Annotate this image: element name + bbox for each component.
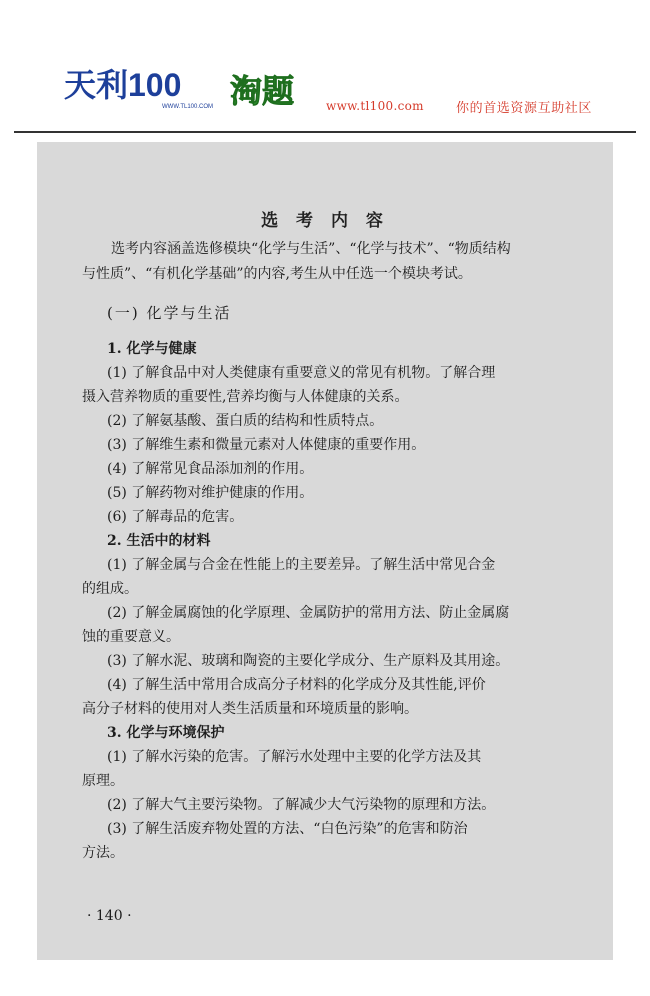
- topic-2-heading: 2. 生活中的材料: [107, 533, 211, 549]
- section-heading: (一) 化学与生活: [107, 304, 232, 322]
- topic-3-line-1: (1) 了解水污染的危害。了解污水处理中主要的化学方法及其: [107, 749, 482, 765]
- topic-1-line-4: (3) 了解维生素和微量元素对人体健康的重要作用。: [107, 437, 426, 453]
- intro-line-1: 选考内容涵盖选修模块“化学与生活”、“化学与技术”、“物质结构: [111, 241, 511, 257]
- topic-3-line-2: 原理。: [82, 773, 124, 789]
- site-header: [0, 0, 650, 134]
- topic-1-line-5: (4) 了解常见食品添加剂的作用。: [107, 461, 314, 477]
- logo-small-url: WWW.TL100.COM: [162, 104, 214, 110]
- header-divider: [14, 131, 636, 133]
- scanned-page: [37, 142, 613, 960]
- page-number: · 140 ·: [87, 908, 132, 924]
- topic-1-line-7: (6) 了解毒品的危害。: [107, 509, 244, 525]
- topic-2-line-2: 的组成。: [82, 581, 138, 597]
- logo-brand: 天利100: [64, 67, 182, 103]
- site-logo[interactable]: [64, 62, 314, 114]
- topic-1-line-1: (1) 了解食品中对人类健康有重要意义的常见有机物。了解合理: [107, 365, 496, 381]
- topic-1-line-6: (5) 了解药物对维护健康的作用。: [107, 485, 314, 501]
- page-title: 选 考 内 容: [261, 211, 389, 231]
- topic-3-line-3: (2) 了解大气主要污染物。了解减少大气污染物的原理和方法。: [107, 797, 496, 813]
- topic-3-heading: 3. 化学与环境保护: [107, 725, 225, 741]
- topic-2-line-7: 高分子材料的使用对人类生活质量和环境质量的影响。: [82, 701, 418, 717]
- topic-2-line-3: (2) 了解金属腐蚀的化学原理、金属防护的常用方法、防止金属腐: [107, 605, 510, 621]
- logo-brand-sub: 淘题: [230, 72, 295, 110]
- site-slogan: 你的首选资源互助社区: [456, 101, 593, 116]
- topic-1-heading: 1. 化学与健康: [107, 341, 197, 357]
- site-url-link[interactable]: www.tl100.com: [326, 99, 424, 113]
- topic-3-line-5: 方法。: [82, 845, 124, 861]
- topic-2-line-5: (3) 了解水泥、玻璃和陶瓷的主要化学成分、生产原料及其用途。: [107, 653, 510, 669]
- topic-2-line-1: (1) 了解金属与合金在性能上的主要差异。了解生活中常见合金: [107, 557, 496, 573]
- topic-2-line-6: (4) 了解生活中常用合成高分子材料的化学成分及其性能,评价: [107, 677, 486, 693]
- topic-3-line-4: (3) 了解生活废弃物处置的方法、“白色污染”的危害和防治: [107, 821, 468, 837]
- topic-1-line-3: (2) 了解氨基酸、蛋白质的结构和性质特点。: [107, 413, 384, 429]
- topic-1-line-2: 摄入营养物质的重要性,营养均衡与人体健康的关系。: [82, 389, 409, 405]
- topic-2-line-4: 蚀的重要意义。: [82, 629, 180, 645]
- intro-line-2: 与性质”、“有机化学基础”的内容,考生从中任选一个模块考试。: [82, 266, 472, 282]
